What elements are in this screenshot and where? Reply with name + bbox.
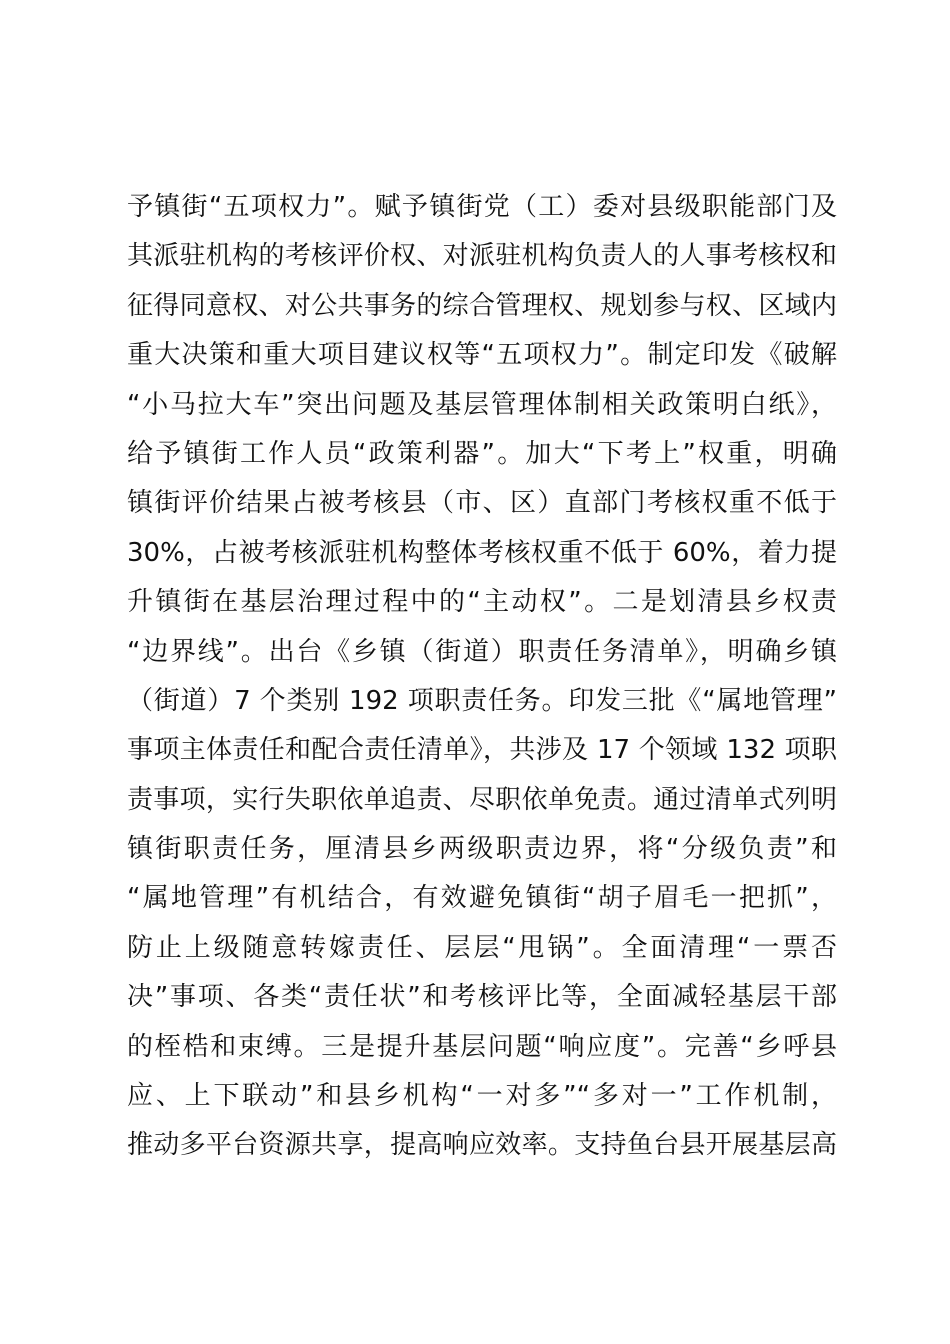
- text-line: 镇街评价结果占被考核县（市、区）直部门考核权重不低于: [127, 488, 837, 519]
- text-line: “边界线”。出台《乡镇（街道）职责任务清单》，明确乡镇: [127, 636, 837, 667]
- text-line: 升镇街在基层治理过程中的“主动权”。二是划清县乡权责: [127, 587, 837, 618]
- text-line: “属地管理”有机结合，有效避免镇街“胡子眉毛一把抓”，: [127, 883, 837, 914]
- text-line: 征得同意权、对公共事务的综合管理权、规划参与权、区域内: [127, 290, 837, 321]
- body-paragraph: [127, 183, 837, 1171]
- text-line: 予镇街“五项权力”。赋予镇街党（工）委对县级职能部门及: [127, 192, 837, 222]
- text-line: 的桎梏和束缚。三是提升基层问题“响应度”。完善“乡呼县: [127, 1031, 837, 1062]
- text-line: 重大决策和重大项目建议权等“五项权力”。制定印发《破解: [127, 340, 837, 371]
- text-line: 决”事项、各类“责任状”和考核评比等，全面减轻基层干部: [127, 982, 837, 1013]
- text-line: 给予镇街工作人员“政策利器”。加大“下考上”权重，明确: [127, 438, 837, 469]
- text-line: （街道）7 个类别 192 项职责任务。印发三批《“属地管理”: [127, 685, 837, 716]
- text-line: “小马拉大车”突出问题及基层管理体制相关政策明白纸》，: [127, 389, 837, 420]
- text-line: 镇街职责任务，厘清县乡两级职责边界，将“分级负责”和: [127, 834, 837, 865]
- text-line: 推动多平台资源共享，提高响应效率。支持鱼台县开展基层高: [127, 1130, 837, 1161]
- text-line: 防止上级随意转嫁责任、层层“甩锅”。全面清理“一票否: [127, 932, 837, 963]
- text-line: 责事项，实行失职依单追责、尽职依单免责。通过清单式列明: [127, 784, 837, 815]
- text-line: 应、上下联动”和县乡机构“一对多”“多对一”工作机制，: [127, 1081, 837, 1112]
- text-line: 其派驻机构的考核评价权、对派驻机构负责人的人事考核权和: [127, 241, 837, 272]
- text-line: 30%，占被考核派驻机构整体考核权重不低于 60%，着力提: [127, 537, 837, 568]
- text-line: 事项主体责任和配合责任清单》，共涉及 17 个领域 132 项职: [127, 735, 837, 766]
